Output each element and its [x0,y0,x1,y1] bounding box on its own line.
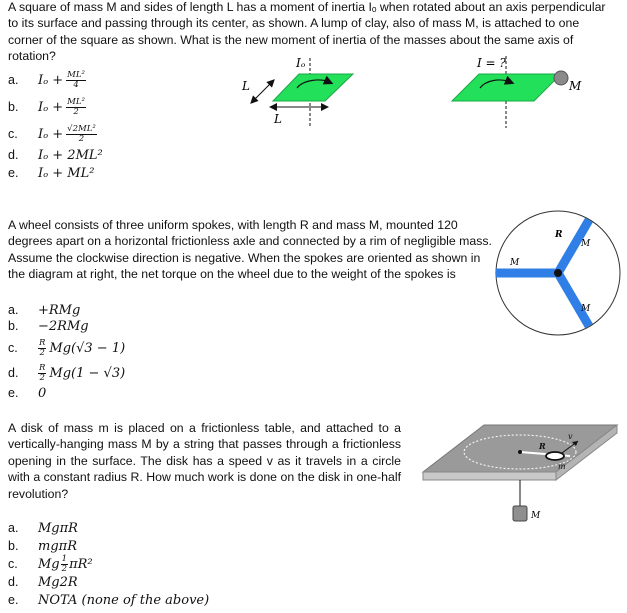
q1-option-letter: a. [8,73,19,87]
q3-option-a[interactable]: a. MgπR [8,520,78,536]
q2-option-e[interactable]: e. 0 [8,385,47,401]
q2-option-d[interactable]: d. $\frac{R}{2}$ Mg(1 − √3) [8,362,126,383]
q3-hanging-mass-label: M [531,511,541,521]
q1-option-letter: c. [8,127,18,141]
q1-clay-lump [554,71,568,85]
q1-option-c[interactable]: c. Iₒ + $\frac{\text{√2ML²}}{2}$ [8,123,96,144]
q2-radius-label: R [555,230,563,240]
q3-option-e[interactable]: e. NOTA (none of the above) [8,592,210,608]
q1-axis-label-right: I = ? [477,56,506,70]
q2-mass-label-top: M [581,239,591,249]
q3-table-figure [420,420,620,530]
q1-option-b[interactable]: b. Iₒ + $\frac{\text{ML²}}{2}$ [8,96,85,117]
q3-question-text: A disk of mass m is placed on a frictionless table, and attached to a vertically-hanging mass M by a string that passes through a frictionless opening in the surface. The disk has a speed v as it travels in a circle with a constant radius R. How much work is done on the disk in one-half revolution? [8,421,401,501]
q1-option-letter: d. [8,148,19,162]
q3-table-front [423,472,556,480]
q1-option-a[interactable]: a. Iₒ + $\frac{\text{ML²}}{4}$ [8,69,85,90]
q2-mass-label-bottom: M [581,304,591,314]
q1-option-letter: e. [8,166,19,180]
q3-option-letter: b. [8,539,19,553]
q1-option-letter: b. [8,100,19,114]
q3-velocity-label: v [568,432,573,441]
q1-option-e[interactable]: e. Iₒ + ML² [8,165,95,181]
q3-option-d[interactable]: d. Mg2R [8,574,78,590]
q3-option-letter: c. [8,557,18,571]
q2-option-a[interactable]: a. +RMg [8,302,81,318]
q3-disk-label: m [558,462,566,471]
q1-clay-label: M [569,79,582,93]
q1-square-plate [273,74,353,101]
q1-side-label-top: L [242,79,250,93]
q3-disk [546,452,564,460]
q3-option-b[interactable]: b. mgπR [8,538,77,554]
q2-mass-label-left: M [510,258,520,268]
q3-opening [518,450,522,454]
q1-side-dimension-arrow [253,82,272,101]
q2-wheel-figure [492,206,622,341]
q2-option-letter: b. [8,319,19,333]
q3-option-c[interactable]: c. Mg $\frac{1}{2}$ πR² [8,553,93,574]
q3-option-letter: a. [8,521,19,535]
q2-question-text: A wheel consists of three uniform spokes, with length R and mass M, mounted 120 degrees apart on a horizontal frictionless axle and connected by a rim of negligible mass. Assume the clockwise direction is negative. When the spokes are oriented as shown in the diagram at right, the net torque on the wheel due to the weight of the spokes is [8,218,492,282]
q1-axis-label-left: Iₒ [296,56,306,70]
q2-option-b[interactable]: b. −2RMg [8,318,89,334]
q1-option-d[interactable]: d. Iₒ + 2ML² [8,147,103,163]
q3-option-letter: d. [8,575,19,589]
q2-option-letter: a. [8,303,19,317]
q2-axle [554,269,562,277]
q3-hanging-mass [513,506,527,521]
q1-square-plate-with-clay [452,74,561,101]
q2-option-c[interactable]: c. $\frac{R}{2}$ Mg(√3 − 1) [8,337,126,358]
q3-option-letter: e. [8,593,19,607]
q2-option-letter: e. [8,386,19,400]
q2-option-letter: c. [8,341,18,355]
q2-option-letter: d. [8,366,19,380]
q1-figure [225,52,615,132]
q3-radius-label: R [539,441,546,451]
q1-question-text: A square of mass M and sides of length L has a moment of inertia Iₒ when rotated about an axis perpendicular to its surface and passing through its center, as shown. A lump of clay, also of mass M, is attached to one corner of the square as shown. What is the new moment of inertia of the masses about the same axis of rotation? [8,0,606,64]
q1-side-label-bottom: L [274,112,282,126]
